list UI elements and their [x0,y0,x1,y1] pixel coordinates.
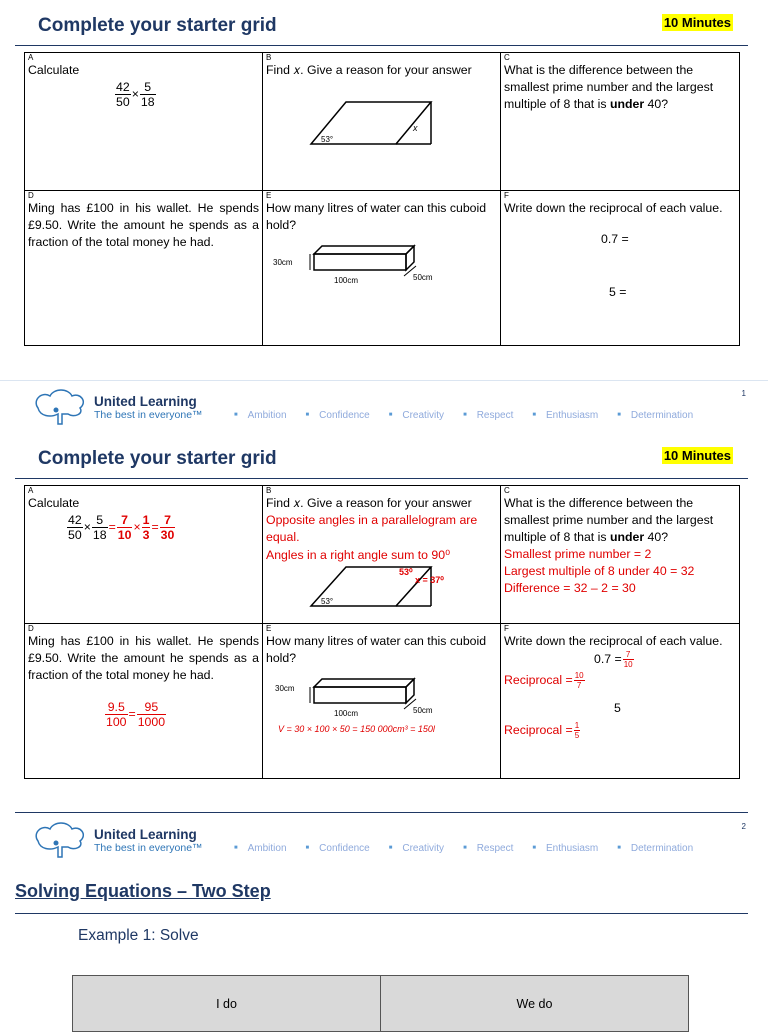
value-item: ■ Creativity [389,410,444,421]
question-text: Calculate [28,63,80,77]
svg-text:53°: 53° [321,597,334,606]
svg-text:30cm: 30cm [275,684,295,693]
volume-answer: V = 30 × 100 × 50 = 150 000cm³ = 150l [278,724,435,734]
value-item: ■ Respect [463,843,513,854]
cell-letter: C [504,486,510,495]
fraction: $\frac{10}{7}$ [574,671,584,690]
values-list [234,843,712,854]
tagline: The best in everyone™ [94,842,203,854]
cell-letter: B [266,486,272,495]
title-rule [15,45,748,46]
x-label: x [413,123,418,133]
cell-letter: B [266,53,272,62]
cell-e [263,191,501,346]
cell-d [25,191,263,346]
fraction: $\frac{42}{50}$ [116,80,130,109]
svg-text:x = 37⁰: x = 37⁰ [415,575,444,585]
parallelogram-diagram [306,99,436,159]
fraction: $\frac{1}{3}$ [142,513,150,542]
logo-text [94,394,203,422]
fraction: $\frac{7}{10}$ [117,513,132,542]
we-do-header: We do [381,976,689,1032]
slide-title: Complete your starter grid [38,15,277,36]
fraction: $\frac{42}{50}$ [68,513,82,542]
cell-d [25,624,263,779]
calculation: $\frac{42}{50}$ × $\frac{5}{18}$ = $\frac{7}{10}$ × $\frac{1}{3}$ = $\frac{7}{30}$ [68,513,175,542]
cell-b [263,53,501,191]
i-do-we-do-table [72,975,689,1032]
cell-c [501,486,740,624]
value-1: 0.7 = [601,232,629,246]
svg-text:100cm: 100cm [334,276,359,285]
calculation: $\frac{42}{50}$ × $\frac{5}{18}$ [116,80,155,109]
example-heading: Example 1: Solve [78,927,199,944]
answer-fractions: $\frac{9.5}{100}$ = $\frac{95}{1000}$ [106,700,166,729]
title-rule [15,478,748,479]
value-item: ■ Respect [463,410,513,421]
fraction: $\frac{95}{1000}$ [137,700,166,729]
answer-line-3: Difference = 32 – 2 = 30 [504,581,636,595]
united-learning-logo-icon [28,388,90,428]
cell-letter: A [28,53,34,62]
slide-1 [0,0,768,380]
slide-2 [0,433,768,808]
answer-line-2: Largest multiple of 8 under 40 = 32 [504,564,695,578]
fraction: $\frac{9.5}{100}$ [106,700,127,729]
angle-label: 53° [321,135,334,144]
fraction: $\frac{5}{18}$ [140,80,155,109]
value-item: ■ Ambition [234,843,287,854]
value-2: 5 = [609,285,627,299]
parallelogram-diagram [306,564,456,610]
cell-letter: C [504,53,510,62]
value-item: ■ Enthusiasm [532,843,598,854]
question-text: Find 𝑥. Give a reason for your answer [266,63,472,77]
values-list [234,410,712,421]
svg-text:50cm: 50cm [413,706,433,715]
cuboid-diagram [266,671,446,721]
cell-letter: F [504,624,509,633]
svg-text:53⁰: 53⁰ [399,567,413,577]
footer-divider [0,380,768,381]
value-item: ■ Confidence [306,843,370,854]
value-1: 0.7 = $\frac{7}{10}$ [594,650,633,669]
time-badge: 10 Minutes [663,448,731,463]
answer-reason-2: Angles in a right angle sum to 90⁰ [266,548,451,562]
value-item: ■ Ambition [234,410,287,421]
starter-grid [24,52,740,346]
time-badge: 10 Minutes [663,15,731,30]
cell-c [501,53,740,191]
reciprocal-1: Reciprocal = $\frac{10}{7}$ [504,671,584,690]
page-number: 2 [741,822,746,831]
cell-a [25,486,263,624]
answer-reason-1: Opposite angles in a parallelogram are equal. [266,513,478,544]
tagline: The best in everyone™ [94,409,203,421]
cuboid-diagram [266,238,446,308]
cell-e [263,624,501,779]
question-text: Write down the reciprocal of each value. [504,634,723,648]
answer-line-1: Smallest prime number = 2 [504,547,652,561]
cell-letter: A [28,486,34,495]
question-text: How many litres of water can this cuboid hold? [266,201,487,232]
svg-text:100cm: 100cm [334,709,359,718]
value-item: ■ Creativity [389,843,444,854]
footer [0,819,768,863]
svg-text:30cm: 30cm [273,258,293,267]
svg-text:50cm: 50cm [413,273,433,282]
cell-b [263,486,501,624]
slide-title: Complete your starter grid [38,448,277,469]
reciprocal-2: Reciprocal = $\frac{1}{5}$ [504,721,580,740]
question-text: Find 𝑥. Give a reason for your answer [266,496,472,510]
i-do-header: I do [73,976,381,1032]
logo-text [94,827,203,855]
cell-f [501,624,740,779]
slide-title: Solving Equations – Two Step [15,881,271,901]
united-learning-logo-icon [28,821,90,861]
cell-a [25,53,263,191]
cell-letter: E [266,624,272,633]
value-item: ■ Confidence [306,410,370,421]
cell-letter: E [266,191,272,200]
question-text: What is the difference between the smallest prime number and the largest multiple of 8 that is under 40? [504,63,714,111]
answer-grid [24,485,740,779]
value-item: ■ Enthusiasm [532,410,598,421]
value-item: ■ Determination [617,410,693,421]
question-text: How many litres of water can this cuboid hold? [266,634,487,665]
question-text: Calculate [28,496,80,510]
cell-letter: D [28,624,34,633]
question-text: Ming has £100 in his wallet. He spends £9.50. Write the amount he spends as a fraction of the total money he had. [28,201,259,249]
footer-divider [15,812,748,813]
footer [0,386,768,430]
cell-letter: F [504,191,509,200]
value-2: 5 [614,701,621,715]
title-rule [15,913,748,914]
question-text: Ming has £100 in his wallet. He spends £9.50. Write the amount he spends as a fraction of the total money he had. [28,634,259,682]
cell-f [501,191,740,346]
question-text: What is the difference between the smallest prime number and the largest multiple of 8 that is under 40? [504,496,714,544]
brand-name: United Learning [94,827,197,842]
fraction: $\frac{1}{5}$ [574,721,580,740]
brand-name: United Learning [94,394,197,409]
question-text: Write down the reciprocal of each value. [504,201,723,215]
cell-letter: D [28,191,34,200]
page-number: 1 [741,389,746,398]
fraction: $\frac{5}{18}$ [92,513,107,542]
fraction: $\frac{7}{10}$ [623,650,633,669]
fraction: $\frac{7}{30}$ [160,513,175,542]
value-item: ■ Determination [617,843,693,854]
